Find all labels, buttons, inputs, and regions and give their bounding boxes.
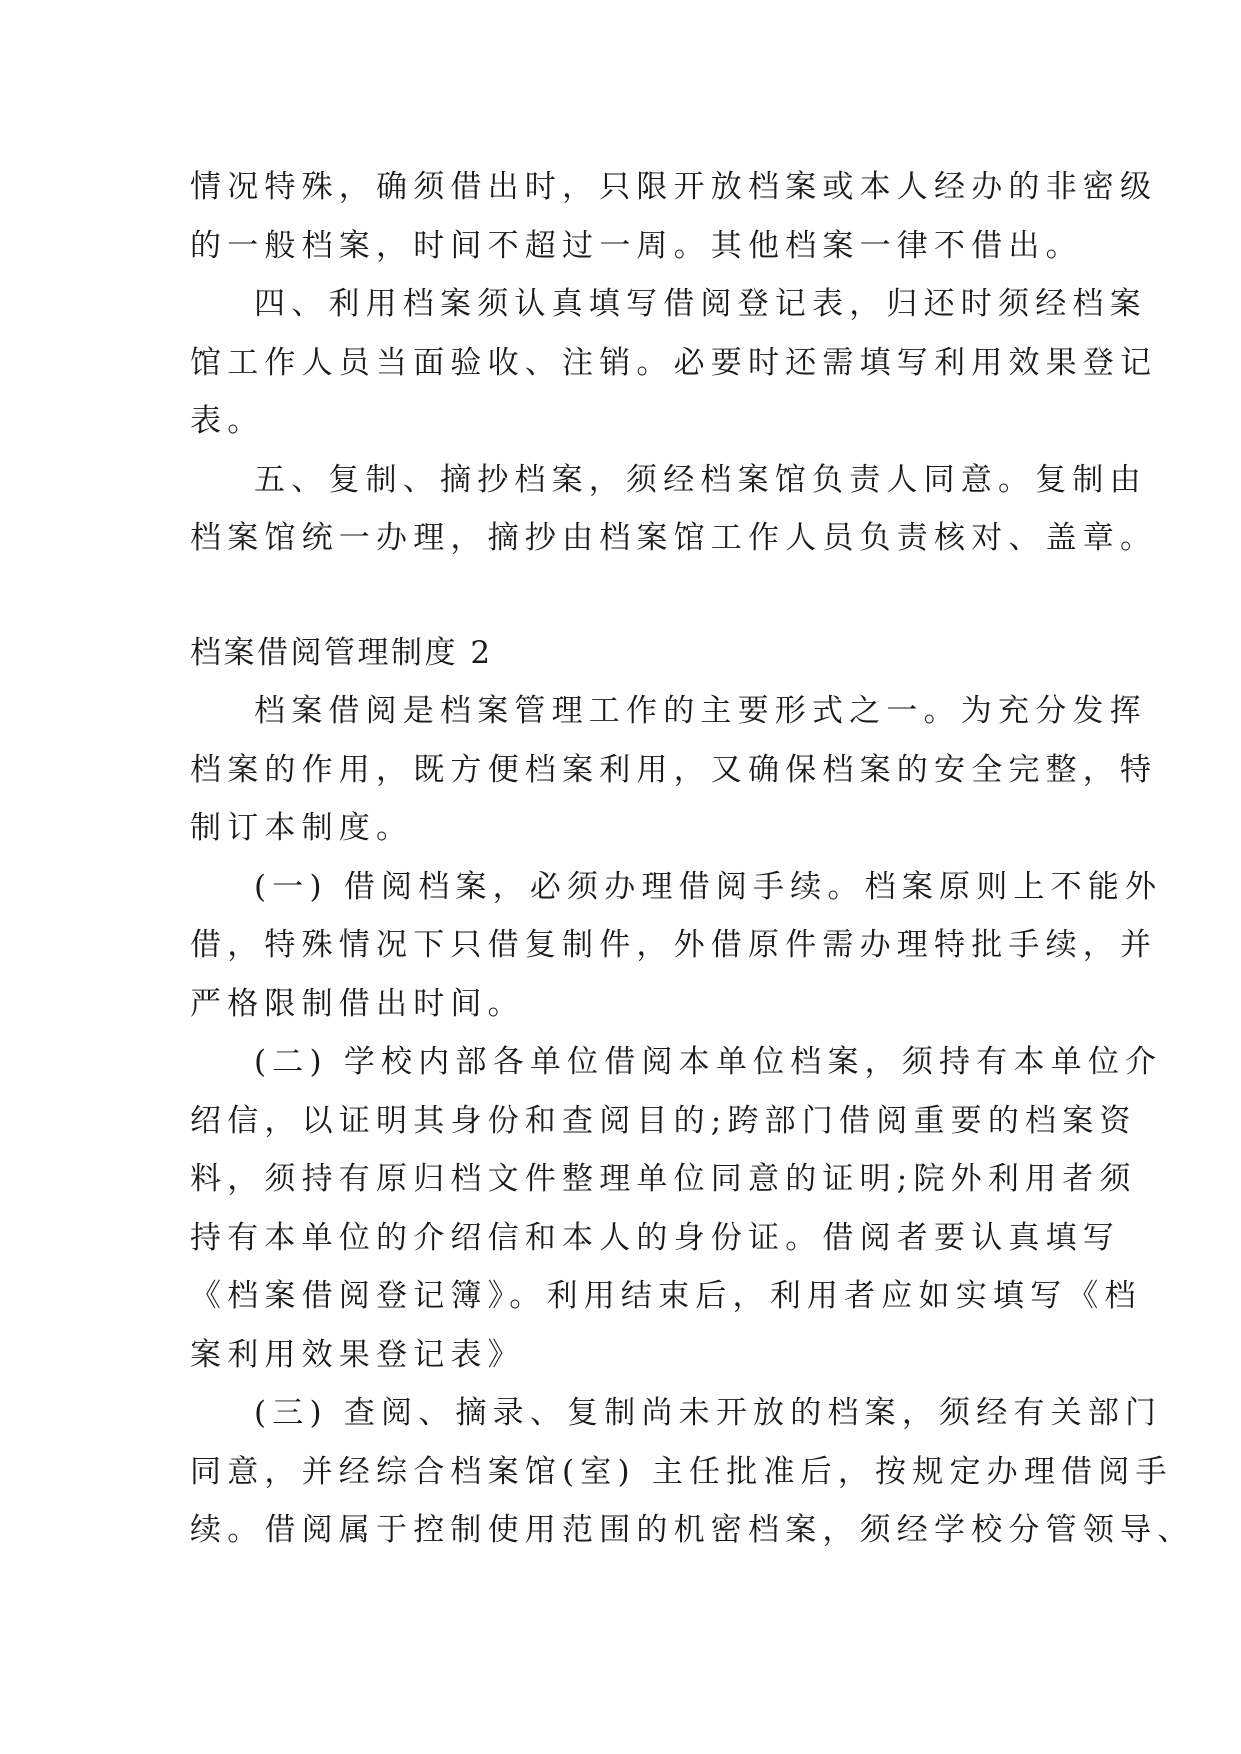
clause-two-line: (二) 学校内部各单位借阅本单位档案，须持有本单位介 bbox=[254, 1044, 1163, 1080]
paragraph-line: 借，特殊情况下只借复制件，外借原件需办理特批手续，并 bbox=[190, 927, 1158, 963]
paragraph-line: 《档案借阅登记簿》。利用结束后，利用者应如实填写《档 bbox=[190, 1278, 1142, 1314]
paragraph-line: 严格限制借出时间。 bbox=[190, 985, 525, 1022]
paragraph-line: 馆工作人员当面验收、注销。必要时还需填写利用效果登记 bbox=[190, 344, 1158, 381]
paragraph-line: 料，须持有原归档文件整理单位同意的证明;院外利用者须 bbox=[190, 1161, 1137, 1197]
paragraph-line: 同意，并经综合档案馆(室) 主任批准后，按规定办理借阅手 bbox=[190, 1453, 1173, 1490]
clause-one-line: (一) 借阅档案，必须办理借阅手续。档案原则上不能外 bbox=[254, 868, 1163, 905]
paragraph-line: 续。借阅属于控制使用范围的机密档案，须经学校分管领导、 bbox=[190, 1512, 1195, 1548]
paragraph-line: 制订本制度。 bbox=[190, 810, 414, 846]
paragraph-line: 的一般档案，时间不超过一周。其他档案一律不借出。 bbox=[190, 227, 1083, 264]
paragraph-line: 档案馆统一办理，摘抄由档案馆工作人员负责核对、盖章。 bbox=[190, 520, 1158, 556]
paragraph-line: 持有本单位的介绍信和本人的身份证。借阅者要认真填写 bbox=[190, 1219, 1120, 1256]
paragraph-line: 表。 bbox=[190, 403, 265, 439]
document-body bbox=[190, 158, 1195, 1560]
paragraph-line: 情况特殊，确须借出时，只限开放档案或本人经办的非密级 bbox=[190, 169, 1158, 205]
paragraph-line: 档案的作用，既方便档案利用，又确保档案的安全完整，特 bbox=[190, 751, 1158, 788]
clause-four-line: 四、利用档案须认真填写借阅登记表，归还时须经档案 bbox=[254, 286, 1147, 322]
section-heading: 档案借阅管理制度 2 bbox=[190, 634, 493, 671]
clause-three-line: (三) 查阅、摘录、复制尚未开放的档案，须经有关部门 bbox=[254, 1395, 1163, 1431]
paragraph-line: 案利用效果登记表》 bbox=[190, 1336, 525, 1373]
paragraph-line: 绍信，以证明其身份和查阅目的;跨部门借阅重要的档案资 bbox=[190, 1102, 1137, 1139]
clause-five-line: 五、复制、摘抄档案，须经档案馆负责人同意。复制由 bbox=[254, 461, 1147, 498]
intro-line: 档案借阅是档案管理工作的主要形式之一。为充分发挥 bbox=[254, 693, 1147, 729]
